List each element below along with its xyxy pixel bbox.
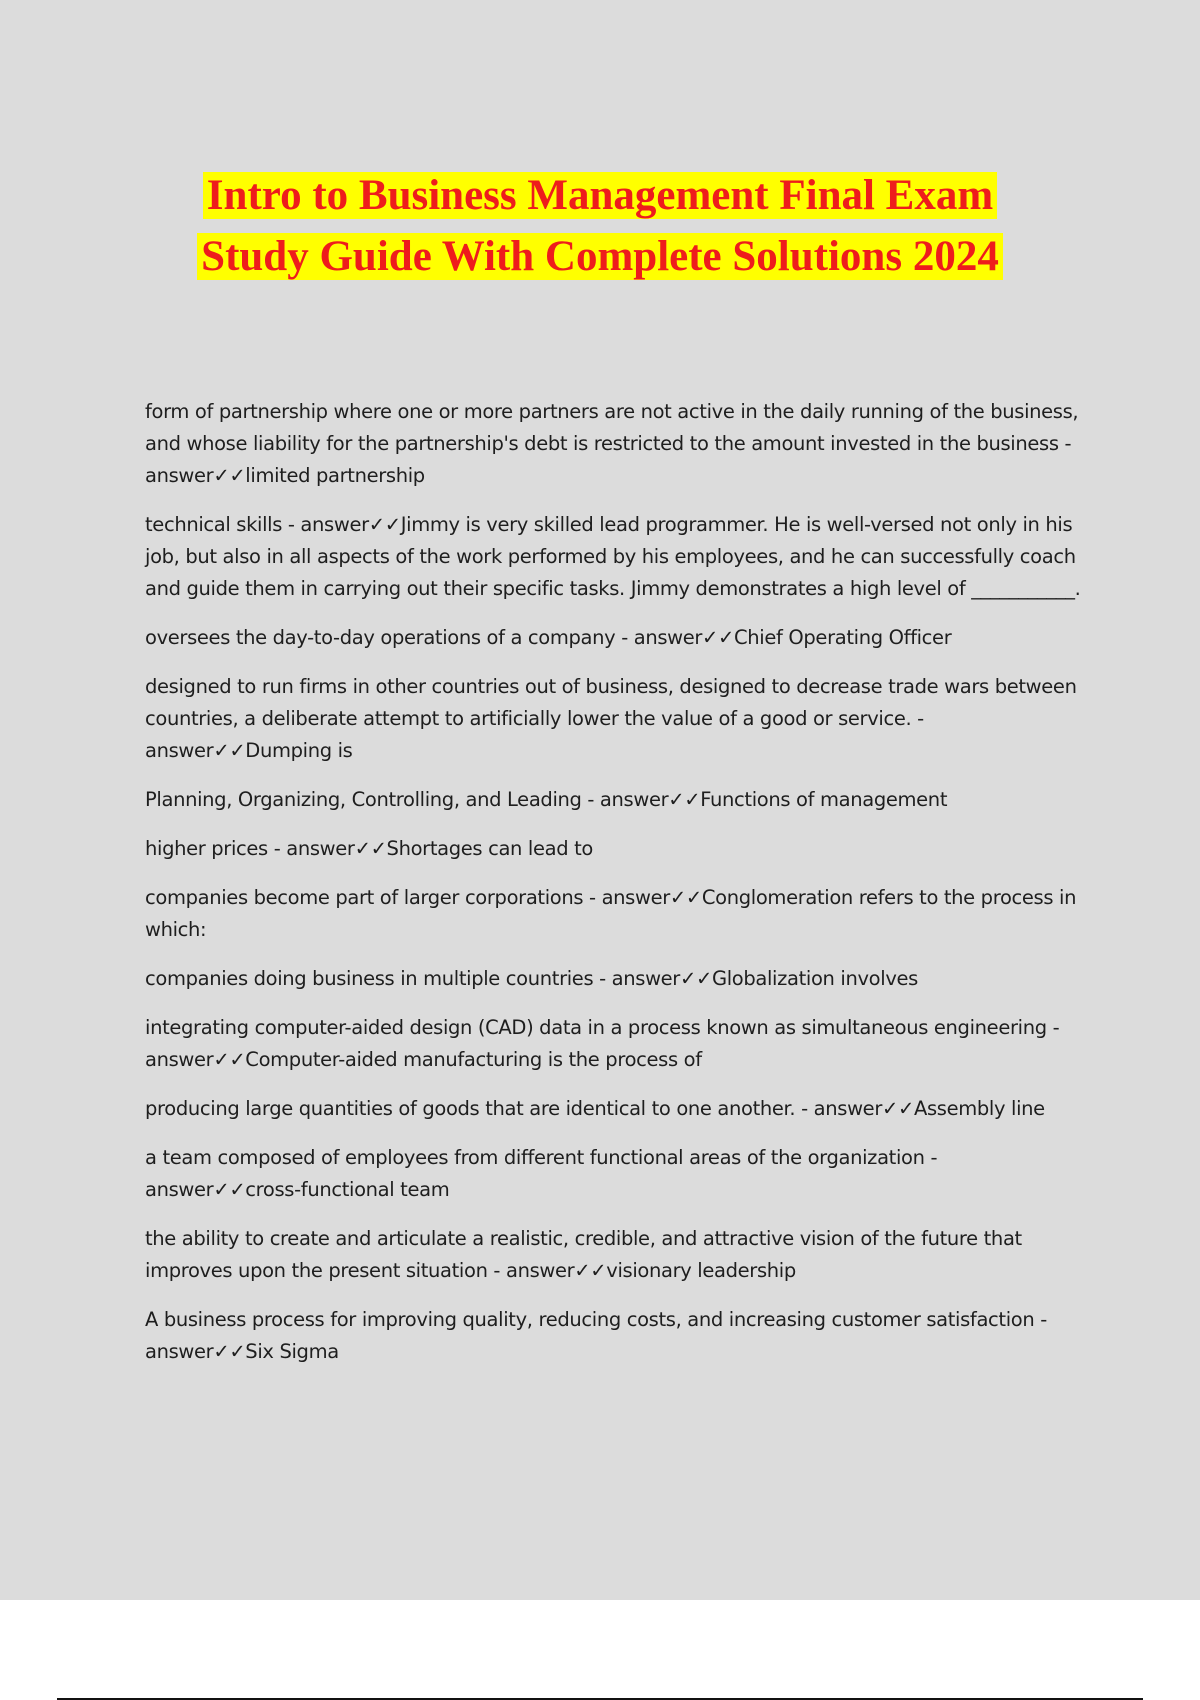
qa-entry: companies doing business in multiple countries - answer✓✓Globalization involves [145,967,918,990]
title-line-2: Study Guide With Complete Solutions 2024 [197,233,1003,280]
qa-entry: higher prices - answer✓✓Shortages can lead to [145,837,593,860]
qa-entry: form of partnership where one or more partners are not active in the daily running of the business, and whose liability for the partnership's debt is restricted to the amount invested in the business - answer✓✓limited partnership [145,400,1079,487]
qa-entry: A business process for improving quality, reducing costs, and increasing customer satisfaction - answer✓✓Six Sigma [145,1308,1047,1363]
qa-entry: the ability to create and articulate a realistic, credible, and attractive vision of the future that improves upon the present situation - answer✓✓visionary leadership [145,1227,1022,1282]
qa-entry-list [145,396,1095,1385]
qa-entry: designed to run firms in other countries out of business, designed to decrease trade wars between countries, a deliberate attempt to artificially lower the value of a good or service. - answer✓✓Dumping is [145,675,1077,762]
qa-entry: a team composed of employees from different functional areas of the organization - answer✓✓cross-functional team [145,1146,938,1201]
qa-entry: integrating computer-aided design (CAD) data in a process known as simultaneous engineering - answer✓✓Computer-aided manufacturing is the process of [145,1016,1060,1071]
qa-entry: producing large quantities of goods that are identical to one another. - answer✓✓Assembly line [145,1097,1045,1120]
qa-entry: companies become part of larger corporations - answer✓✓Conglomeration refers to the process in which: [145,886,1077,941]
qa-entry: Planning, Organizing, Controlling, and Leading - answer✓✓Functions of management [145,788,948,811]
document-title [0,165,1200,287]
qa-entry: technical skills - answer✓✓Jimmy is very skilled lead programmer. He is well-versed not only in his job, but also in all aspects of the work performed by his employees, and he can successfully coach and guide them in carrying out their specific tasks. Jimmy demonstrates a high level of ___________. [145,513,1081,600]
page-divider-line [57,1698,1143,1700]
qa-entry: oversees the day-to-day operations of a company - answer✓✓Chief Operating Officer [145,626,952,649]
title-line-1: Intro to Business Management Final Exam [203,172,997,219]
